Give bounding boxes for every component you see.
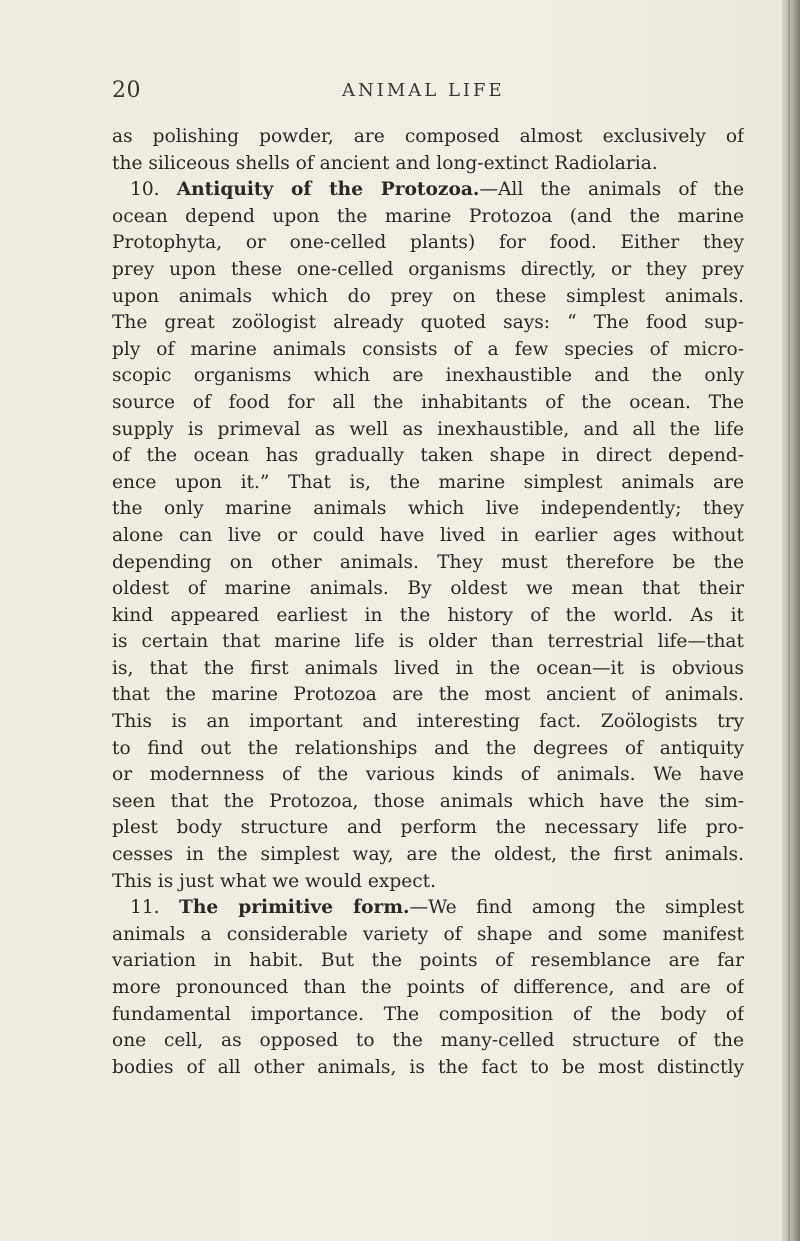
text-line (112, 736, 744, 763)
page-header (112, 78, 752, 108)
running-head: ANIMAL LIFE (342, 80, 505, 101)
text-line (112, 1002, 744, 1029)
text-line (112, 948, 744, 975)
section-number: 11. (130, 897, 160, 919)
line-text: alone can live or could have lived in earlier ages without (112, 524, 744, 546)
line-text: —All the animals of the (479, 179, 744, 201)
text-line (112, 629, 744, 656)
text-line (112, 975, 744, 1002)
line-text: This is an important and interesting fact. Zoölogists try (112, 711, 744, 733)
line-text: bodies of all other animals, is the fact to be most distinctly (112, 1056, 744, 1078)
line-text: upon animals which do prey on these simplest animals. (112, 285, 744, 307)
text-line (112, 124, 744, 151)
line-text: —We find among the simplest (409, 897, 744, 919)
line-text: source of food for all the inhabitants of the ocean. The (112, 391, 744, 413)
section-heading-line (112, 177, 744, 204)
line-text: ocean depend upon the marine Protozoa (and the marine (112, 205, 744, 227)
body-text (112, 124, 744, 1081)
line-text: more pronounced than the points of difference, and are of (112, 977, 744, 998)
line-text: Protophyta, or one-celled plants) for food. Either they (112, 232, 744, 254)
text-line (112, 550, 744, 577)
page-binding-line (788, 0, 790, 1241)
text-line (112, 310, 744, 337)
line-text: as polishing powder, are composed almost exclusively of (112, 126, 744, 147)
text-line (112, 1028, 744, 1055)
line-text: ence upon it.” That is, the marine simplest animals are (112, 471, 744, 493)
text-line (112, 443, 744, 470)
page-number: 20 (112, 78, 141, 103)
text-line (112, 496, 744, 523)
line-text: one cell, as opposed to the many-celled structure of the (112, 1030, 744, 1052)
text-line (112, 523, 744, 550)
line-text: oldest of marine animals. By oldest we mean that their (112, 578, 744, 600)
line-text: plest body structure and perform the necessary life pro- (112, 817, 744, 839)
text-line (112, 789, 744, 816)
section-heading: Antiquity of the Protozoa. (176, 179, 480, 201)
line-text: scopic organisms which are inexhaustible and the only (112, 365, 744, 387)
text-line (112, 603, 744, 630)
text-line (112, 230, 744, 257)
text-line (112, 470, 744, 497)
line-text: The great zoölogist already quoted says: “ The food sup- (112, 312, 744, 334)
line-text: the siliceous shells of ancient and long-extinct Radiolaria. (112, 152, 658, 174)
line-text: variation in habit. But the points of resemblance are far (112, 950, 744, 972)
line-text: fundamental importance. The composition of the body of (112, 1003, 744, 1025)
text-line (112, 337, 744, 364)
text-line (112, 151, 744, 178)
line-text: depending on other animals. They must therefore be the (112, 551, 744, 573)
text-line (112, 762, 744, 789)
text-line (112, 656, 744, 683)
text-line (112, 363, 744, 390)
line-text: prey upon these one-celled organisms directly, or they prey (112, 258, 744, 280)
text-line (112, 922, 744, 949)
line-text: that the marine Protozoa are the most ancient of animals. (112, 684, 744, 706)
line-text: is, that the first animals lived in the ocean—it is obvious (112, 657, 744, 679)
text-line (112, 815, 744, 842)
section-heading: The primitive form. (179, 897, 410, 919)
text-line (112, 390, 744, 417)
text-line (112, 417, 744, 444)
text-line (112, 682, 744, 709)
text-line (112, 869, 744, 896)
line-text: to find out the relationships and the degrees of antiquity (112, 737, 744, 759)
text-line (112, 257, 744, 284)
text-line (112, 204, 744, 231)
line-text: kind appeared earliest in the history of the world. As it (112, 604, 744, 626)
section-number: 10. (130, 179, 160, 201)
line-text: This is just what we would expect. (112, 870, 437, 892)
page-edge-shadow (782, 0, 800, 1241)
line-text: seen that the Protozoa, those animals which have the sim- (112, 790, 744, 812)
line-text: of the ocean has gradually taken shape in direct depend- (112, 445, 744, 467)
text-line (112, 709, 744, 736)
line-text: or modernness of the various kinds of animals. We have (112, 764, 744, 786)
line-text: cesses in the simplest way, are the oldest, the first animals. (112, 844, 744, 866)
line-text: is certain that marine life is older than terrestrial life—that (112, 631, 744, 653)
line-text: ply of marine animals consists of a few species of micro- (112, 338, 744, 360)
line-text: animals a considerable variety of shape and some manifest (112, 923, 744, 945)
section-heading-line (112, 895, 744, 922)
line-text: the only marine animals which live independently; they (112, 498, 744, 520)
text-line (112, 1055, 744, 1082)
text-line (112, 284, 744, 311)
text-line (112, 842, 744, 869)
line-text: supply is primeval as well as inexhaustible, and all the life (112, 418, 744, 440)
text-line (112, 576, 744, 603)
